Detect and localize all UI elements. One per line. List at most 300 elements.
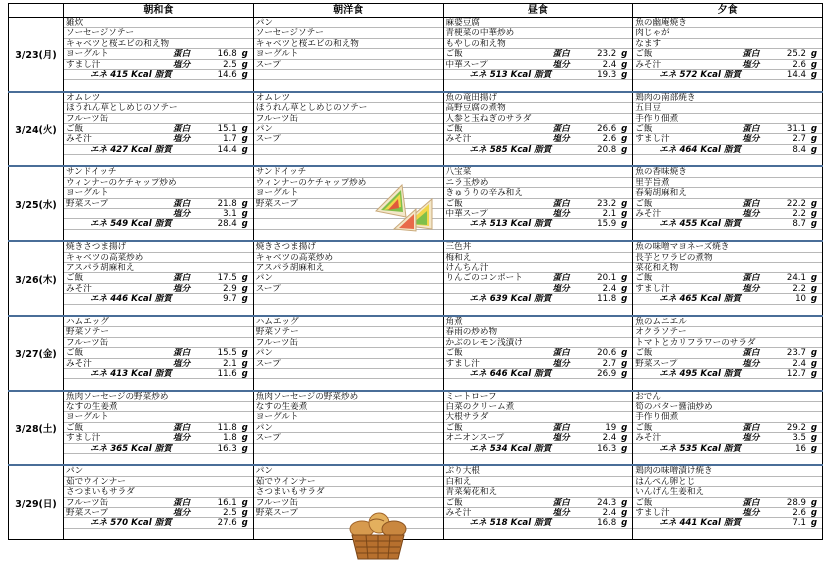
salt-value: 2.9 <box>223 283 237 294</box>
energy-text <box>90 444 172 454</box>
meal-cell <box>443 391 633 466</box>
menu-line <box>444 338 633 348</box>
energy-prefix: エネ <box>90 443 108 454</box>
energy-prefix: エネ <box>90 219 108 230</box>
menu-line <box>633 60 822 70</box>
menu-line <box>64 242 253 252</box>
menu-item: 青菜菊花和え <box>445 487 498 498</box>
fat-value: 20.8 <box>597 144 617 155</box>
protein-value: 20.6 <box>597 348 617 359</box>
menu-line <box>64 466 253 476</box>
energy-unit: Kcal <box>131 144 152 155</box>
menu-line <box>633 114 822 124</box>
menu-line <box>444 18 633 28</box>
menu-item: ヨーグルト <box>66 188 109 199</box>
menu-item: ソーセージソテー <box>255 28 324 39</box>
menu-item: 白菜のクリーム煮 <box>445 402 515 413</box>
unit-g: g <box>810 443 817 454</box>
menu-line <box>254 103 443 113</box>
meal-cell <box>633 316 823 391</box>
menu-item: みそ汁 <box>635 433 662 444</box>
menu-line <box>254 60 443 70</box>
protein-value: 29.2 <box>786 422 806 433</box>
salt-value: 2.6 <box>792 59 806 70</box>
menu-item: ほうれん草としめじのソテー <box>255 103 368 114</box>
fat-value: 16.3 <box>217 443 237 454</box>
unit-g: g <box>241 69 248 80</box>
menu-line <box>254 39 443 49</box>
menu-line <box>633 477 822 487</box>
protein-value: 20.1 <box>597 273 617 284</box>
energy-prefix: エネ <box>90 144 108 155</box>
protein-label: 蛋白 <box>173 273 191 284</box>
menu-line <box>633 253 822 263</box>
menu-line <box>254 253 443 263</box>
menu-line <box>254 402 443 412</box>
menu-line <box>633 327 822 337</box>
salt-label: 塩分 <box>552 59 570 70</box>
menu-item: なます <box>635 38 662 49</box>
menu-item: ソーセージソテー <box>66 28 135 39</box>
fat-value: 14.4 <box>786 69 806 80</box>
unit-g: g <box>810 219 817 230</box>
menu-item: さつまいもサラダ <box>66 487 135 498</box>
protein-label: 蛋白 <box>552 348 570 359</box>
menu-item: 長芋とワラビの煮物 <box>635 252 713 263</box>
menu-item: 野菜スープ <box>66 507 109 518</box>
energy-value: 570 <box>110 518 129 529</box>
meal-cell <box>64 241 254 316</box>
meal-cell <box>64 316 254 391</box>
menu-line <box>633 433 822 443</box>
meal-cell <box>253 391 443 466</box>
menu-line <box>254 454 443 464</box>
energy-prefix: エネ <box>659 294 677 305</box>
menu-line <box>64 379 253 389</box>
salt-label: 塩分 <box>742 209 760 220</box>
fat-label: 脂質 <box>723 294 742 305</box>
fat-label: 脂質 <box>154 518 172 529</box>
fat-label: 脂質 <box>154 443 172 454</box>
bread-basket-illustration <box>346 509 410 563</box>
menu-line <box>633 230 822 240</box>
menu-line <box>633 466 822 476</box>
salt-label: 塩分 <box>742 433 760 444</box>
salt-label: 塩分 <box>173 134 191 145</box>
menu-item: ご飯 <box>635 123 653 134</box>
menu-item: サンドイッチ <box>255 167 307 178</box>
unit-g: g <box>810 209 817 220</box>
menu-line <box>254 284 443 294</box>
salt-label: 塩分 <box>173 283 191 294</box>
meal-cell <box>64 18 254 92</box>
unit-g: g <box>621 123 628 134</box>
menu-line <box>633 498 822 508</box>
energy-text <box>470 145 552 155</box>
menu-line <box>444 305 633 315</box>
menu-item: 梅和え <box>445 252 472 263</box>
salt-label: 塩分 <box>173 59 191 70</box>
menu-line <box>444 498 633 508</box>
menu-line <box>444 369 633 379</box>
menu-line <box>64 60 253 70</box>
energy-value: 415 <box>110 69 129 80</box>
unit-g: g <box>241 209 248 220</box>
unit-g: g <box>810 283 817 294</box>
fat-value: 15.9 <box>597 219 617 230</box>
menu-item: ヨーグルト <box>66 412 109 423</box>
protein-label: 蛋白 <box>742 198 760 209</box>
menu-line <box>444 263 633 273</box>
menu-line <box>64 199 253 209</box>
protein-value: 15.5 <box>217 348 237 359</box>
menu-item: ヨーグルト <box>255 49 299 60</box>
menu-line <box>64 209 253 219</box>
salt-value: 1.8 <box>223 433 237 444</box>
fat-value: 12.7 <box>786 368 806 379</box>
salt-value: 2.4 <box>602 433 617 444</box>
menu-line <box>444 412 633 422</box>
unit-g: g <box>621 49 628 60</box>
menu-line <box>444 145 633 155</box>
salt-label: 塩分 <box>742 358 760 369</box>
menu-line <box>64 369 253 379</box>
energy-value: 495 <box>679 368 698 379</box>
protein-value: 24.3 <box>597 497 617 508</box>
meal-cell <box>633 166 823 241</box>
menu-line <box>254 134 443 144</box>
menu-item: みそ汁 <box>66 283 92 294</box>
meal-cell <box>443 92 633 167</box>
meal-cell <box>443 316 633 391</box>
menu-item: ご飯 <box>445 123 463 134</box>
menu-item: 野菜スープ <box>635 358 678 369</box>
menu-item: ご飯 <box>635 348 653 359</box>
energy-prefix: エネ <box>659 443 677 454</box>
menu-line <box>444 167 633 177</box>
menu-line <box>444 155 633 165</box>
energy-value: 518 <box>489 518 508 529</box>
fat-label: 脂質 <box>723 368 742 379</box>
unit-g: g <box>241 134 248 145</box>
menu-line <box>444 209 633 219</box>
unit-g: g <box>241 348 248 359</box>
unit-g: g <box>241 294 248 305</box>
menu-item: 野菜スープ <box>66 198 109 209</box>
menu-line <box>64 294 253 304</box>
menu-line <box>444 230 633 240</box>
menu-line <box>444 178 633 188</box>
energy-unit: Kcal <box>510 144 532 155</box>
menu-line <box>64 93 253 103</box>
menu-item: パン <box>255 422 273 433</box>
fat-label: 脂質 <box>154 219 172 230</box>
menu-item: 茹でウインナー <box>255 476 316 487</box>
salt-value: 2.4 <box>792 358 806 369</box>
header-dinner: 夕食 <box>633 4 823 18</box>
unit-g: g <box>241 433 248 444</box>
salt-label: 塩分 <box>173 358 191 369</box>
fat-label: 脂質 <box>723 219 742 230</box>
menu-item: ご飯 <box>66 123 84 134</box>
menu-line <box>64 284 253 294</box>
unit-g: g <box>810 144 817 155</box>
menu-item: ご飯 <box>66 273 84 284</box>
fat-label: 脂質 <box>154 368 172 379</box>
unit-g: g <box>621 198 628 209</box>
energy-value: 464 <box>679 144 698 155</box>
menu-item: 野菜スープ <box>255 198 298 209</box>
menu-line <box>444 199 633 209</box>
fat-label: 脂質 <box>534 69 552 80</box>
fat-value: 16 <box>795 443 806 454</box>
menu-item: 春雨の炒め物 <box>445 327 498 338</box>
menu-line <box>64 114 253 124</box>
menu-line <box>254 263 443 273</box>
menu-item: すまし汁 <box>445 358 480 369</box>
protein-label: 蛋白 <box>552 123 570 134</box>
salt-label: 塩分 <box>742 507 760 518</box>
menu-line <box>254 124 443 134</box>
menu-line <box>64 327 253 337</box>
menu-item: 白和え <box>445 476 472 487</box>
menu-item: さつまいもサラダ <box>255 487 325 498</box>
energy-value: 513 <box>489 69 508 80</box>
fat-label: 脂質 <box>534 518 552 529</box>
protein-label: 蛋白 <box>173 422 191 433</box>
menu-line <box>254 167 443 177</box>
menu-item: 高野豆腐の煮物 <box>445 103 506 114</box>
protein-value: 21.8 <box>217 198 237 209</box>
fat-label: 脂質 <box>534 368 552 379</box>
menu-line <box>254 369 443 379</box>
salt-value: 2.5 <box>223 507 237 518</box>
menu-line <box>633 263 822 273</box>
menu-line <box>64 230 253 240</box>
menu-item: ご飯 <box>66 348 84 359</box>
unit-g: g <box>621 507 628 518</box>
menu-line <box>633 219 822 229</box>
menu-item: 鶏肉の南部焼き <box>635 92 696 103</box>
energy-value: 365 <box>110 443 129 454</box>
menu-item: ミートローフ <box>445 391 497 402</box>
salt-label: 塩分 <box>552 507 570 518</box>
menu-item: 焼きさつま揚げ <box>66 242 127 253</box>
salt-label: 塩分 <box>552 134 570 145</box>
menu-line <box>64 348 253 358</box>
energy-text <box>659 369 741 379</box>
date-cell: 3/26(木) <box>9 241 64 316</box>
menu-line <box>444 518 633 528</box>
protein-label: 蛋白 <box>552 497 570 508</box>
menu-item: 焼きさつま揚げ <box>255 242 316 253</box>
menu-line <box>64 305 253 315</box>
menu-item: はんぺん卵とじ <box>635 476 696 487</box>
protein-label: 蛋白 <box>552 422 570 433</box>
menu-line <box>444 219 633 229</box>
energy-text <box>470 369 552 379</box>
menu-item: ご飯 <box>635 497 653 508</box>
menu-line <box>254 423 443 433</box>
energy-value: 455 <box>679 219 698 230</box>
menu-line <box>633 392 822 402</box>
menu-line <box>444 80 633 90</box>
energy-prefix: エネ <box>90 368 108 379</box>
fat-label: 脂質 <box>723 518 742 529</box>
protein-label: 蛋白 <box>173 49 191 60</box>
menu-body <box>9 18 823 540</box>
meal-cell <box>633 391 823 466</box>
fat-value: 14.4 <box>217 144 237 155</box>
fat-value: 10 <box>795 294 806 305</box>
energy-prefix: エネ <box>469 443 487 454</box>
unit-g: g <box>621 59 628 70</box>
date-cell: 3/27(金) <box>9 316 64 391</box>
menu-line <box>254 392 443 402</box>
meal-cell <box>64 391 254 466</box>
menu-item: パン <box>66 466 84 477</box>
energy-unit: Kcal <box>510 368 532 379</box>
menu-line <box>633 317 822 327</box>
unit-g: g <box>810 358 817 369</box>
menu-item: 麻婆豆腐 <box>445 18 480 28</box>
energy-value: 646 <box>489 368 508 379</box>
menu-line <box>64 18 253 28</box>
protein-value: 22.2 <box>786 198 806 209</box>
day-row <box>9 316 823 391</box>
date-cell: 3/29(日) <box>9 465 64 539</box>
day-row <box>9 465 823 539</box>
energy-text <box>90 219 172 229</box>
menu-item: キャベツの高菜炒め <box>66 252 144 263</box>
menu-line <box>254 433 443 443</box>
menu-item: 中華スープ <box>445 59 488 70</box>
menu-line <box>444 433 633 443</box>
protein-label: 蛋白 <box>742 273 760 284</box>
protein-value: 11.8 <box>217 422 237 433</box>
menu-line <box>444 392 633 402</box>
menu-item: ご飯 <box>445 422 463 433</box>
unit-g: g <box>621 144 628 155</box>
unit-g: g <box>810 497 817 508</box>
menu-line <box>633 294 822 304</box>
menu-line <box>633 369 822 379</box>
energy-text <box>659 518 741 528</box>
meal-cell <box>633 18 823 92</box>
unit-g: g <box>810 49 817 60</box>
energy-prefix: エネ <box>469 368 487 379</box>
protein-label: 蛋白 <box>552 198 570 209</box>
fat-label: 脂質 <box>723 443 742 454</box>
menu-line <box>254 273 443 283</box>
menu-line <box>444 134 633 144</box>
unit-g: g <box>241 518 248 529</box>
menu-item: みそ汁 <box>445 507 472 518</box>
menu-line <box>633 188 822 198</box>
menu-item: きゅうりの辛み和え <box>445 188 523 199</box>
menu-item: 鶏肉の味噌漬け焼き <box>635 466 713 477</box>
menu-item: スープ <box>255 283 281 294</box>
protein-value: 25.2 <box>786 49 806 60</box>
menu-line <box>254 93 443 103</box>
menu-line <box>254 155 443 165</box>
unit-g: g <box>241 273 248 284</box>
menu-line <box>444 70 633 80</box>
unit-g: g <box>621 283 628 294</box>
menu-item: ヨーグルト <box>255 188 299 199</box>
menu-line <box>64 518 253 528</box>
energy-text <box>659 70 741 80</box>
menu-line <box>633 18 822 28</box>
protein-value: 23.2 <box>597 198 617 209</box>
menu-line <box>633 284 822 294</box>
menu-line <box>633 338 822 348</box>
unit-g: g <box>621 69 628 80</box>
menu-line <box>64 253 253 263</box>
unit-g: g <box>621 497 628 508</box>
energy-value: 535 <box>679 443 698 454</box>
menu-line <box>64 167 253 177</box>
unit-g: g <box>241 358 248 369</box>
menu-line <box>254 466 443 476</box>
menu-line <box>254 412 443 422</box>
header-row <box>9 4 823 18</box>
menu-line <box>444 103 633 113</box>
date-cell: 3/25(水) <box>9 166 64 241</box>
menu-item: けんちん汁 <box>445 262 489 273</box>
energy-text <box>470 219 552 229</box>
menu-item: スープ <box>255 358 281 369</box>
menu-item: 魚の味噌マヨネーズ焼き <box>635 242 730 253</box>
menu-line <box>64 103 253 113</box>
menu-line <box>633 145 822 155</box>
energy-value: 446 <box>110 294 129 305</box>
menu-line <box>254 80 443 90</box>
menu-line <box>254 379 443 389</box>
menu-item: フルーツ缶 <box>66 497 109 508</box>
protein-value: 17.5 <box>217 273 237 284</box>
energy-unit: Kcal <box>510 518 532 529</box>
fat-value: 28.4 <box>217 219 237 230</box>
energy-unit: Kcal <box>510 69 532 80</box>
menu-line <box>444 466 633 476</box>
date-cell: 3/23(月) <box>9 18 64 92</box>
sandwich-illustration <box>372 181 436 233</box>
menu-item: 肉じゃが <box>635 28 670 39</box>
protein-value: 23.2 <box>597 49 617 60</box>
menu-line <box>444 317 633 327</box>
menu-line <box>254 498 443 508</box>
menu-line <box>444 402 633 412</box>
energy-unit: Kcal <box>131 443 152 454</box>
menu-line <box>633 444 822 454</box>
energy-value: 549 <box>110 219 129 230</box>
unit-g: g <box>810 59 817 70</box>
menu-line <box>633 402 822 412</box>
menu-line <box>633 379 822 389</box>
menu-item: 魚肉ソーセージの野菜炒め <box>66 391 169 402</box>
menu-item: 春菊胡麻和え <box>635 188 687 199</box>
menu-line <box>254 327 443 337</box>
menu-item: フルーツ缶 <box>66 337 109 348</box>
menu-line <box>633 28 822 38</box>
protein-value: 26.6 <box>597 123 617 134</box>
menu-line <box>254 294 443 304</box>
menu-line <box>444 359 633 369</box>
menu-line <box>444 477 633 487</box>
menu-item: ぶり大根 <box>445 466 480 477</box>
protein-label: 蛋白 <box>742 497 760 508</box>
